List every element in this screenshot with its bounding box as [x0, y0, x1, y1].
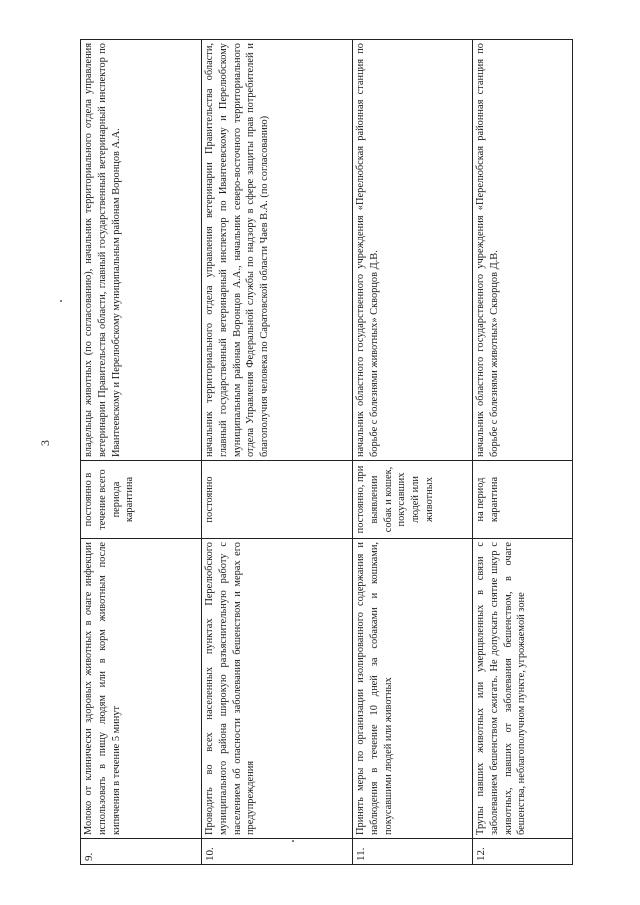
- measure-text: Трупы павших животных или умерщвленных в связи с заболеванием бешенством сжигать. Не допускать снятие шкур с животных, павших от заболевания бешенством, в очаге бешенства, неблагополучном пункте, угрожаемой зоне: [473, 539, 573, 839]
- term-text: на период карантина: [473, 461, 573, 539]
- rotated-page: [80, 40, 528, 865]
- measure-text: Молоко от клинически здоровых животных в очаге инфекции использовать в пищу людям или в корм животным после кипячения в течение 5 минут: [81, 539, 202, 839]
- term-text: постоянно, при выявлении собак и кошек, покусавших людей или животных: [353, 461, 473, 539]
- scan-speck: [60, 300, 62, 302]
- table-row: [473, 40, 573, 865]
- table-row: [353, 40, 473, 865]
- responsible-text: владельцы животных (по согласованию), начальник территориального отдела управления ветеринарии Правительства области, главный государственный ветеринарный инспектор по Ивантеевскому и Перелюбскому муниципальным районам Воронцов А.А.: [81, 40, 202, 461]
- responsible-text: начальник областного государственного учреждения «Перелюбская районная станция по борьбе с болезнями животных» Скворцов Д.В.: [353, 40, 473, 461]
- row-number: 12.: [473, 839, 573, 865]
- responsible-text: начальник областного государственного учреждения «Перелюбская районная станция по борьбе с болезнями животных» Скворцов Д.В.: [473, 40, 573, 461]
- row-number: 10.: [202, 839, 353, 865]
- measure-text: Принять меры по организации изолированного содержания и наблюдения в течение 10 дней за собаками и кошками, покусавшими людей или животных: [353, 539, 473, 839]
- measures-table: [80, 39, 573, 865]
- row-number: 11.: [353, 839, 473, 865]
- measure-text: Проводить во всех населенных пунктах Перелюбского муниципального района широкую разъяснительную работу с населением об опасности заболевания бешенством и мерах его предупреждения: [202, 539, 353, 839]
- responsible-text: начальник территориального отдела управления ветеринарии Правительства области, главный государственный ветеринарный инспектор по Ивантеевскому и Перелюбскому муниципальным районам Воронцов А.А., начальник северо-восточного территориального отдела Управления Федеральной службы по надзору в сфере защиты прав потребителей и благополучия человека по Саратовской области Чаев В.А. (по согласованию): [202, 40, 353, 461]
- page-number: 3: [38, 440, 52, 446]
- term-text: постоянно в течение всего периода карантина: [81, 461, 202, 539]
- row-number: 9.: [81, 839, 202, 865]
- term-text: постоянно: [202, 461, 353, 539]
- table-row: [202, 40, 353, 865]
- table-row: [81, 40, 202, 865]
